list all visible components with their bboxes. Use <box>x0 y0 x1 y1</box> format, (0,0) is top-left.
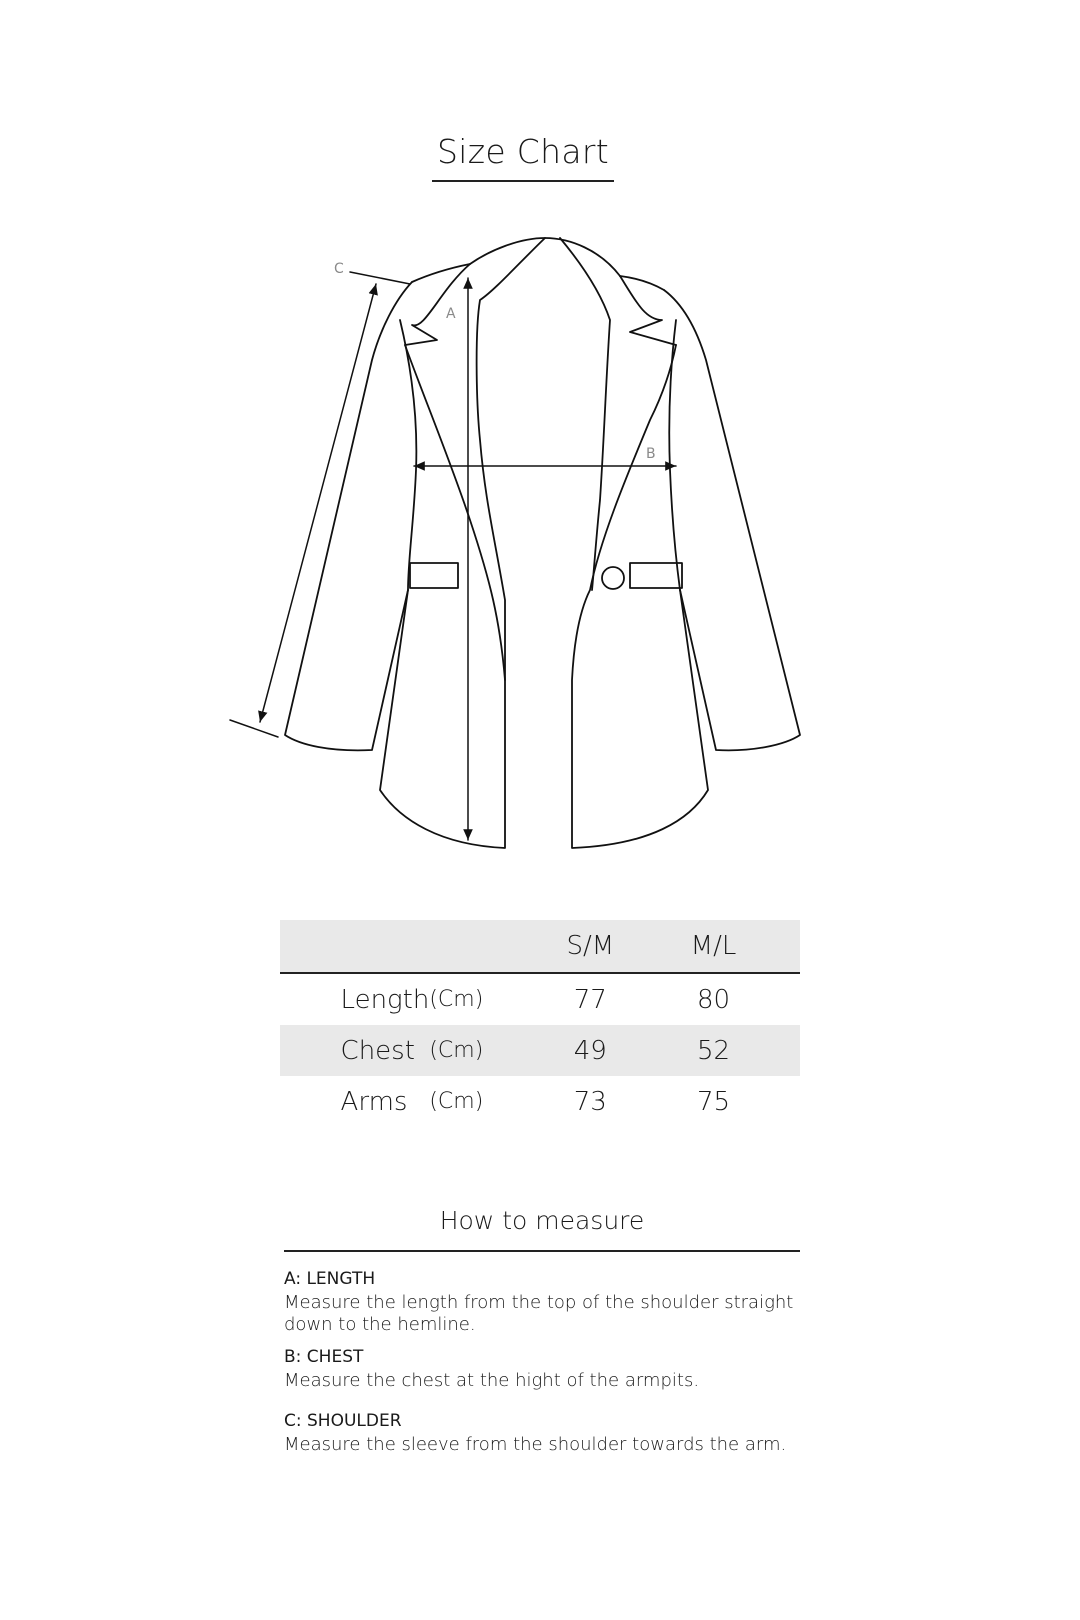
measure-item-chest <box>284 1346 804 1392</box>
row-ml-value: 80 <box>696 984 731 1015</box>
shoulder-arrow-c <box>260 284 376 722</box>
label-a: A <box>446 306 456 322</box>
page-title: Size Chart <box>437 132 609 171</box>
header-ml: M/L <box>652 920 774 973</box>
table-row <box>280 1076 800 1127</box>
measure-item-heading: A: LENGTH <box>284 1269 376 1289</box>
table-header-row <box>280 920 800 973</box>
right-lapel <box>620 276 676 345</box>
measure-item-description: Measure the length from the top of the shoulder straight down to the hemline. <box>284 1292 794 1335</box>
left-sleeve-inner <box>400 320 416 590</box>
row-ml-value: 52 <box>696 1035 731 1066</box>
right-pocket <box>630 563 682 588</box>
label-b: B <box>646 446 656 462</box>
measure-item-heading: C: SHOULDER <box>284 1411 402 1431</box>
row-sm-value: 77 <box>573 984 607 1015</box>
row-name: Chest <box>340 1035 415 1066</box>
shoulder-tick-top <box>350 272 410 284</box>
header-sm: S/M <box>528 920 652 973</box>
table-row <box>280 973 800 1025</box>
shoulder-tick-bottom <box>230 720 278 737</box>
table-row <box>280 1025 800 1076</box>
measure-item-length <box>284 1268 804 1336</box>
right-sleeve <box>664 290 800 750</box>
header-empty <box>341 920 430 973</box>
row-name: Length <box>340 984 430 1015</box>
size-table <box>280 920 800 1127</box>
row-ml-value: 75 <box>696 1086 731 1117</box>
row-sm-value: 49 <box>573 1035 607 1066</box>
how-to-measure-title: How to measure <box>439 1206 645 1235</box>
row-unit: (Cm) <box>429 987 484 1012</box>
row-name: Arms <box>340 1086 408 1117</box>
row-unit: (Cm) <box>429 1038 484 1063</box>
right-sleeve-inner <box>669 320 680 590</box>
button-circle <box>602 567 624 589</box>
left-front <box>380 345 505 848</box>
right-inner-collar <box>560 238 610 590</box>
left-lapel <box>405 264 470 345</box>
left-inner-collar <box>477 238 545 680</box>
collar-back <box>470 238 620 276</box>
coat-outline <box>285 238 800 848</box>
measure-item-heading: B: CHEST <box>284 1347 364 1367</box>
measure-item-description: Measure the chest at the hight of the armpits. <box>284 1370 700 1391</box>
row-unit: (Cm) <box>429 1089 484 1114</box>
right-front <box>572 345 708 848</box>
row-sm-value: 73 <box>573 1086 607 1117</box>
left-sleeve <box>285 282 412 750</box>
how-to-measure-underline <box>284 1250 800 1252</box>
label-c: C <box>334 261 344 277</box>
measure-item-description: Measure the sleeve from the shoulder towards the arm. <box>284 1434 787 1455</box>
left-pocket <box>410 563 458 588</box>
measure-item-shoulder <box>284 1410 804 1456</box>
